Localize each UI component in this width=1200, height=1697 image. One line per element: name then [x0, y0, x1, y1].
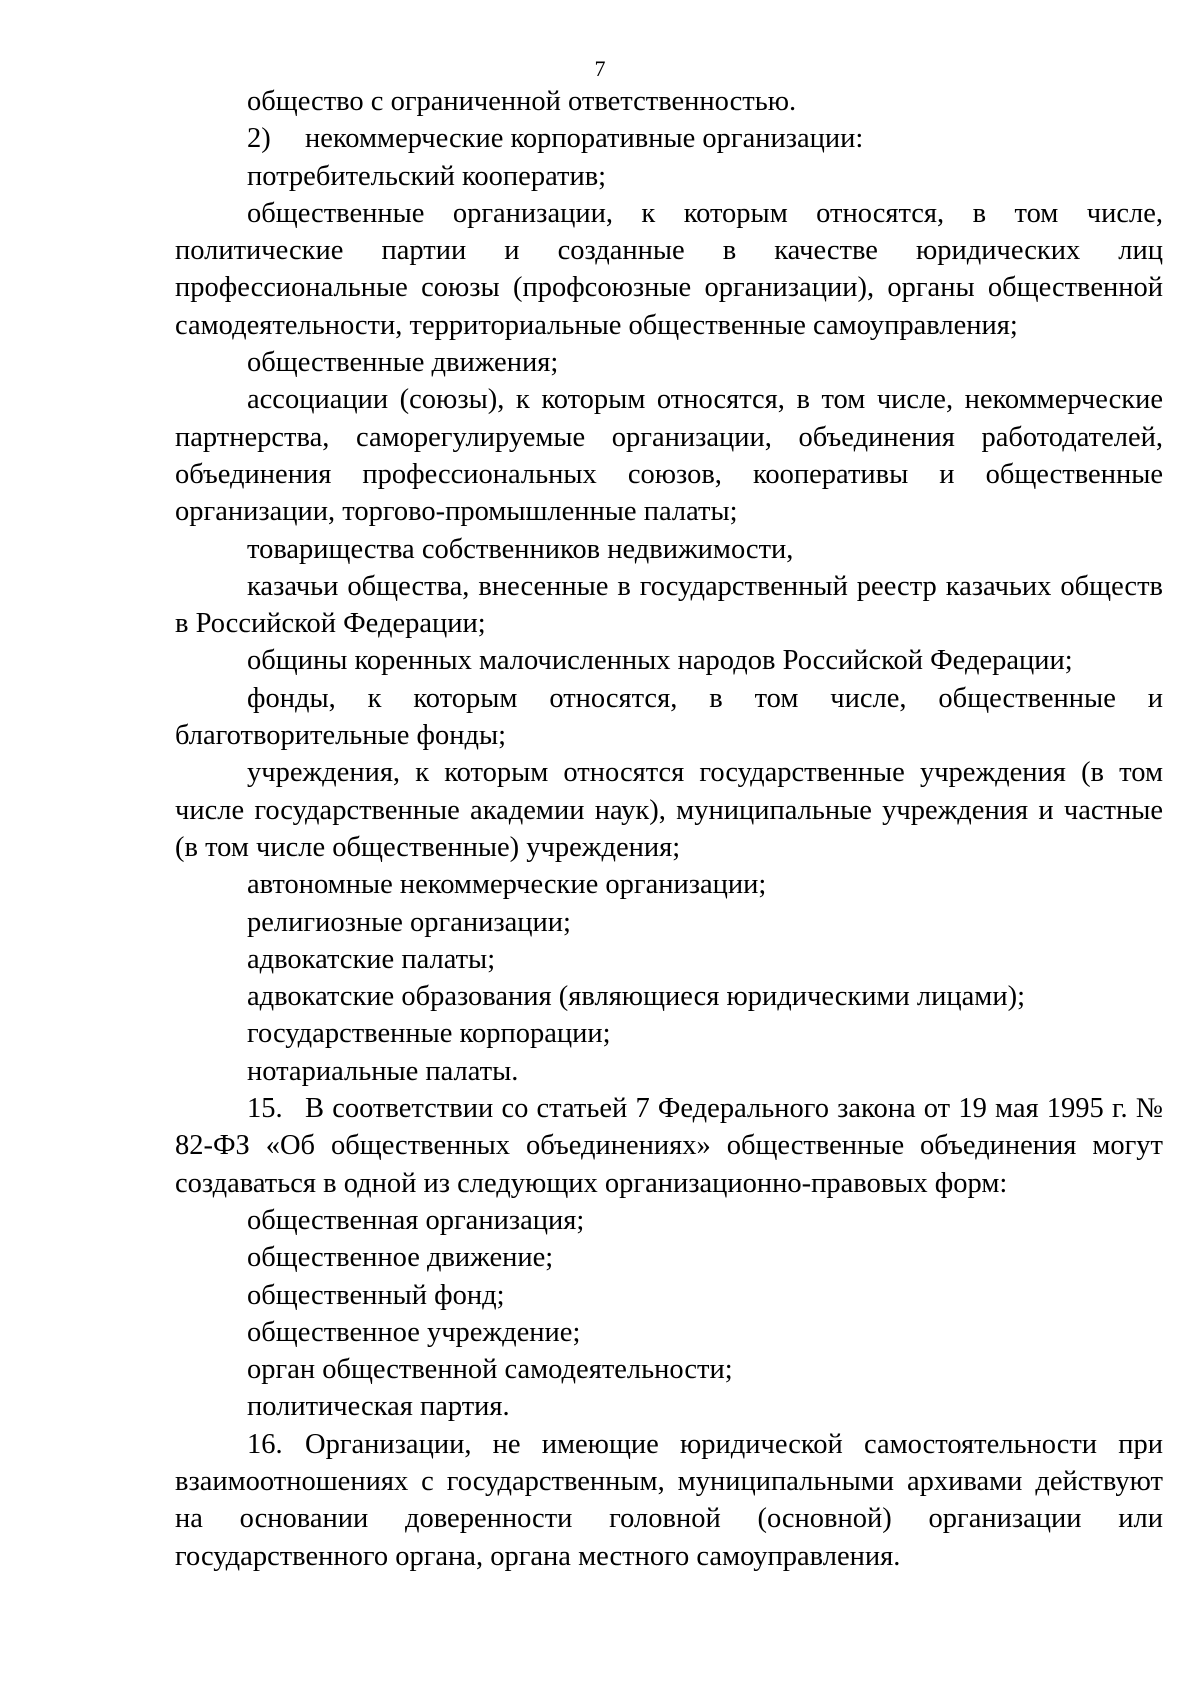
paragraph-number: 15. — [247, 1093, 283, 1125]
list-item: государственные корпорации; — [247, 1018, 611, 1050]
paragraph: общество с ограниченной ответственностью. — [247, 86, 797, 117]
list-item: общины коренных малочисленных народов Российской Федерации; — [247, 645, 1073, 677]
list-item-numbered: 2) некоммерческие корпоративные организации: — [175, 120, 1163, 157]
list-item: учреждения, к которым относятся государственные учреждения (в том числе государственные академии наук), муниципальные учреждения и частные (в том числе общественные) учреждения; — [175, 757, 1163, 863]
list-item: нотариальные палаты. — [247, 1055, 519, 1087]
list-item: автономные некоммерческие организации; — [247, 869, 767, 901]
list-item: ассоциации (союзы), к которым относятся, в том числе, некоммерческие партнерства, саморегулируемые организации, объединения работодателей, объединения профессиональных союзов, кооперативы и общественные организации, торгово-промышленные палаты; — [175, 384, 1163, 528]
list-item: товарищества собственников недвижимости, — [247, 533, 794, 565]
paragraph-number: 16. — [247, 1428, 283, 1460]
list-item: потребительский кооператив; — [247, 160, 607, 192]
list-item: казачьи общества, внесенные в государственный реестр казачьих обществ в Российской Федерации; — [175, 570, 1163, 640]
numbered-paragraph: 16. Организации, не имеющие юридической самостоятельности при взаимоотношениях с государственным, муниципальными архивами действуют на основании доверенности головной (основной) организации или государственного органа, органа местного самоуправления. — [175, 1426, 1163, 1575]
page-number: 7 — [594, 56, 606, 81]
list-item: политическая партия. — [247, 1391, 510, 1423]
list-item: общественные организации, к которым относятся, в том числе, политические партии и созданные в качестве юридических лиц профессиональные союзы (профсоюзные организации), органы общественной самодеятельности, территориальные общественные самоуправления; — [175, 197, 1163, 341]
list-item: орган общественной самодеятельности; — [247, 1354, 733, 1386]
list-item: религиозные организации; — [247, 906, 571, 938]
list-item: общественное учреждение; — [247, 1316, 581, 1348]
list-item: общественные движения; — [247, 347, 559, 379]
numbered-paragraph: 15. В соответствии со статьей 7 Федерального закона от 19 мая 1995 г. № 82-ФЗ «Об общественных объединениях» общественные объединения могут создаваться в одной из следующих организационно-правовых форм: — [175, 1090, 1163, 1202]
list-item: общественное движение; — [247, 1242, 554, 1274]
document-body — [175, 83, 1163, 1575]
list-item: адвокатские палаты; — [247, 943, 496, 975]
list-item: адвокатские образования (являющиеся юридическими лицами); — [247, 981, 1025, 1013]
list-item: фонды, к которым относятся, в том числе, общественные и благотворительные фонды; — [175, 682, 1163, 752]
list-item: общественный фонд; — [247, 1279, 505, 1311]
item-number: 2) — [247, 123, 271, 155]
list-item: общественная организация; — [247, 1204, 585, 1236]
